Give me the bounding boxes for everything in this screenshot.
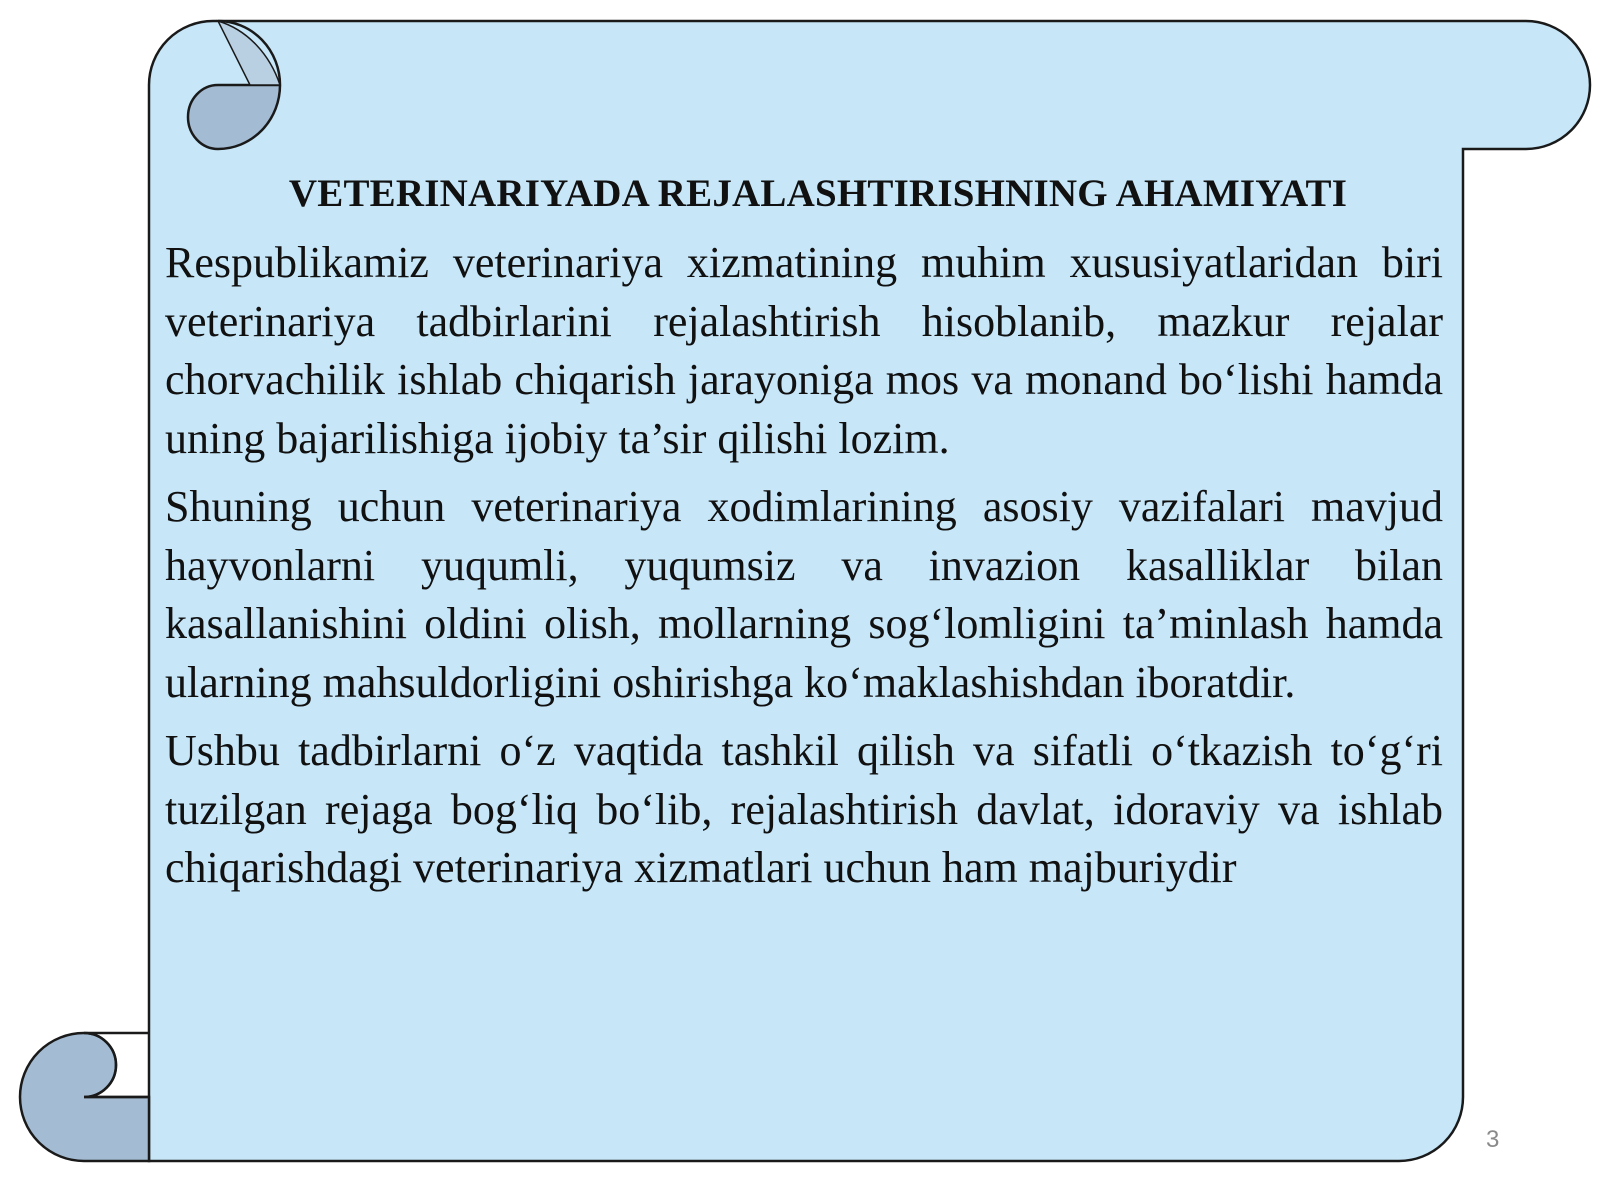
body-paragraph-1: Respublikamiz veterinariya xizmatining muhim xususiyatlaridan biri veterinariya tadbirlarini rejalashtirish hisoblanib, mazkur rejalar chorvachilik ishlab chiqarish jarayoniga mos va monand bo‘lishi hamda uning bajarilishiga ijobiy ta’sir qilishi lozim. bbox=[165, 238, 1443, 463]
slide-title: VETERINARIYADA REJALASHTIRISHNING AHAMIYATI bbox=[288, 172, 1348, 215]
page-number: 3 bbox=[1486, 1126, 1500, 1153]
body-paragraph-2: Shuning uchun veterinariya xodimlarining asosiy vazifalari mavjud hayvonlarni yuqumli, yuqumsiz va invazion kasalliklar bilan kasallanishini oldini olish, mollarning sog‘lomligini ta’minlash hamda ularning mahsuldorligini oshirishga ko‘maklashishdan iboratdir. bbox=[165, 482, 1443, 707]
body-paragraph-3: Ushbu tadbirlarni o‘z vaqtida tashkil qilish va sifatli o‘tkazish to‘g‘ri tuzilgan rejaga bog‘liq bo‘lib, rejalashtirish davlat, idoraviy va ishlab chiqarishdagi veterinariya xizmatlari uchun ham majburiydir bbox=[165, 726, 1443, 892]
slide-content bbox=[165, 166, 1443, 908]
